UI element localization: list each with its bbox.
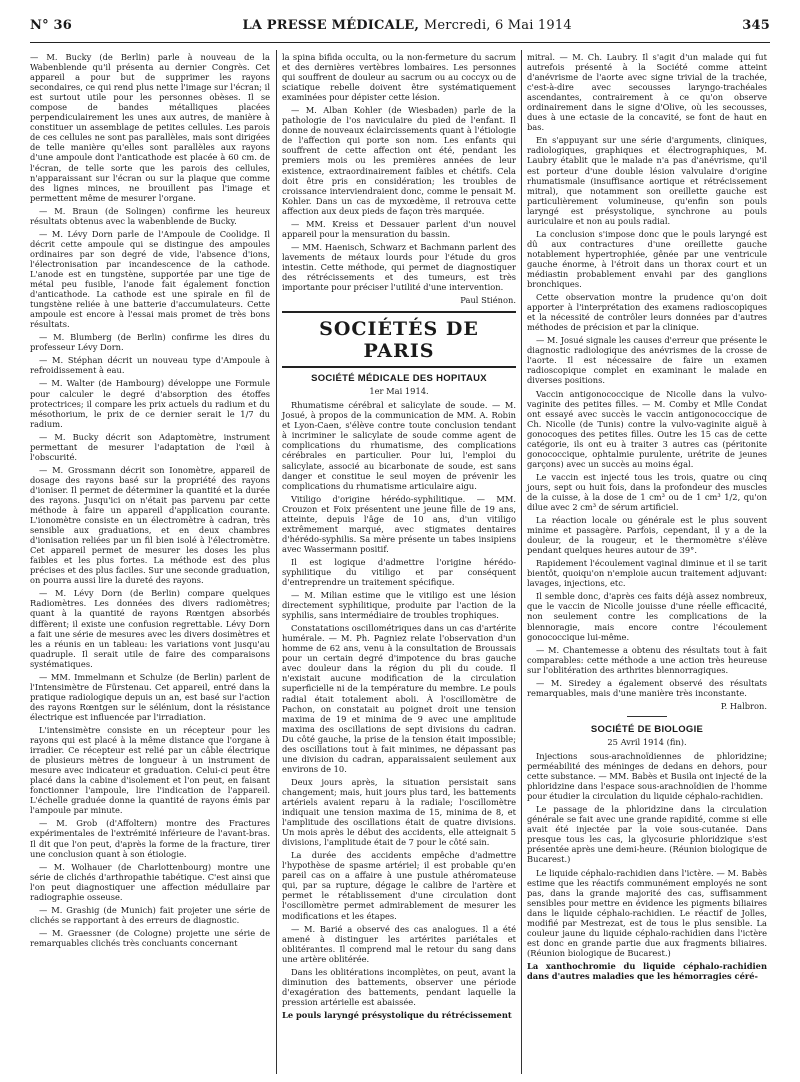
paragraph: L'intensimètre consiste en un récepteur pour les rayons qui est placé à la même distance que l'organe à irradier. Ce récepteur est relié par un câble électrique de plusieurs mètres de longueur à un instrument de mesure avec indicateur et graduation. Celui-ci peut être placé dans la cabine d'isolement et l'on peut, en faisant fonctionner l'ampoule, lire l'indication de l'appareil. L'échelle graduée donne la quantité de rayons émis par l'ampoule par minute. (30, 725, 270, 816)
author-signature: P. Halbron. (720, 700, 767, 711)
paragraph: — M. Lévy Dorn parle de l'Ampoule de Coolidge. Il décrit cette ampoule qui se distingue des ampoules ordinaires par son degré de vide, l'absence d'ions, l'électronisation par incandescence de la cathode. L'anode est en tungstène, supportée par une tige de métal peu fusible, l'anode fait également fonction d'anticathode. La cathode est une spirale en fil de tungstène reliée à une batterie d'accumulateurs. Cette ampoule est encore à l'essai mais promet de très bons résultats. (30, 228, 270, 330)
paragraph: — M. Graessner (de Cologne) projette une série de remarquables clichés très concluants concernant (30, 927, 270, 948)
paragraph: — M. Grob (d'Affoltern) montre des Fractures expérimentales de l'extrémité inférieure de l'avant-bras. Il dit que l'on peut, d'après la forme de la fracture, tirer une conclusion quant à son étiologie. (30, 818, 270, 859)
paragraph: Le passage de la phloridzine dans la circulation générale se fait avec une grande rapidité, comme si elle avait été injectée par la voie sous-cutanée. Dans presque tous les cas, la glycosurie phloridzique s'est présentée après une demi-heure. (Réunion biologique de Bucarest.) (527, 804, 767, 865)
paragraph: — MM. Kreiss et Dessauer parlent d'un nouvel appareil pour la mensuration du bassin. (282, 218, 516, 239)
journal-title (242, 18, 571, 33)
paragraph: Injections sous-arachnoïdiennes de phloridzine; perméabilité des méninges de dedans en dehors, pour cette substance. — MM. Babès et Busila ont injecté de la phloridzine dans l'espace sous-arachnoïdien de l'homme pour étudier la circulation du liquide céphalo-rachidien. (527, 751, 768, 802)
paragraph: Rapidement l'écoulement vaginal diminue et il se tarit bientôt, quoiqu'on n'emploie aucun traitement adjuvant: lavages, injections, etc. (527, 558, 767, 589)
paragraph: — M. Lévy Dorn (de Berlin) compare quelques Radiomètres. Les données des divers radiomètres; quant à la quantité de rayons Rœntgen absorbés diffèrent; il existe une confusion regrettable. Lévy Dorn a fait une série de mesures avec les divers dosimètres et les a réunis en un tableau: les variations vont jusqu'au quadruple. Il serait utile de faire des comparaisons systématiques. (30, 588, 270, 669)
paragraph: — M. Josué signale les causes d'erreur que présente le diagnostic radiologique des anévrismes de la crosse de l'aorte. Il est nécessaire de faire un examen radioscopique complet en examinant le malade en diverses positions. (527, 335, 767, 386)
paragraph: — M. Wolhauer (de Charlottenbourg) montre une série de clichés d'arthropathie tabétique. C'est ainsi que l'on peut diagnostiquer une affection médullaire par radiographie osseuse. (30, 861, 270, 902)
paragraph: mitral. — M. Ch. Laubry. Il s'agit d'un malade qui fut autrefois présenté à la Société comme atteint d'anévrisme de l'aorte avec signe trivial de la trachée, c'est-à-dire avec secousses laryngo-trachéales ascendantes, contrairement à ce qu'on observe ordinairement dans le signe d'Olive, où les secousses, dues à une ectasie de la concavité, se font de haut en bas. (527, 52, 767, 133)
paragraph: — M. Alban Kohler (de Wiesbaden) parle de la pathologie de l'os naviculaire du pied de l'enfant. Il donne de nouveaux éclaircissements quant à l'étiologie de l'affection qui porte son nom. Les enfants qui souffrent de cette affection ont été, pendant les premiers mois ou les premières années de leur existence, extraordinairement faibles et chétifs. Cela doit être pris en considération; les troubles de croissance interviendraient donc, comme le pensait M. Kohler. Dans un cas de myxœdème, il retrouva cette affection aux deux pieds de façon très marquée. (282, 105, 516, 216)
column-divider (521, 50, 522, 1074)
page-header (30, 18, 770, 40)
paragraph: Il est logique d'admettre l'origine hérédo-syphilitique du vitiligo et par conséquent d'entreprendre un traitement spécifique. (282, 556, 516, 588)
paragraph: Constatations oscillométriques dans un cas d'artérite humérale. — M. Ph. Pagniez relate l'observation d'un homme de 62 ans, venu à la consultation de Broussais pour un certain degré d'impotence du bras gauche avec douleur dans la région du pli du coude. Il n'existait aucune modification de la circulation superficielle ni de la température du membre. Le pouls radial était totalement aboli. À l'oscillomètre de Pachon, on constatait au poignet droit une tension maxima de 19 et minima de 9 avec une amplitude maxima des oscillations de sept divisions du cadran. Du côté gauche, la prise de la tension était impossible; des oscillations tout à fait minimes, ne dépassant pas une division du cadran, apparaissaient seulement aux environs de 10. (282, 623, 516, 774)
page-number: 345 (742, 18, 770, 33)
section-banner: SOCIÉTÉS DE PARIS (282, 311, 516, 368)
session-date: 1er Mai 1914. (369, 386, 429, 397)
paragraph: Vitiligo d'origine hérédo-syphilitique. — MM. Crouzon et Foix présentent une jeune fille de 19 ans, atteinte, depuis l'âge de 10 ans, d'un vitiligo extrêmement marqué, avec stigmates dentaires d'hérédo-syphilis. Sa mère présente un tabes insipiens avec Wassermann positif. (282, 493, 516, 554)
paragraph: — M. Walter (de Hambourg) développe une Formule pour calculer le degré d'absorption des étoffes protectrices; il compare les prix actuels du radium et du mésothorium, le prix de ce dernier serait le 1/7 du radium. (30, 378, 270, 429)
column-2 (282, 52, 516, 1022)
column-divider (276, 50, 277, 1074)
society-title: SOCIÉTÉ MÉDICALE DES HOPITAUX (311, 373, 487, 385)
paragraph: — M. Bucky (de Berlin) parle à nouveau de la Wabenblende qu'il présenta au dernier Congrès. Cet appareil a pour but de supprimer les rayons secondaires, ce qui rend plus nette l'image sur l'écran; il est surtout utile pour les personnes obèses. Il se compose de bandes métalliques placées perpendiculairement les unes aux autres, de manière à constituer un assemblage de petites cellules. Les parois de ces cellules ne sont pas parallèles, mais sont dirigées de telle manière qu'elles sont parallèles aux rayons d'une ampoule dont l'anticathode est placée à 60 cm. de l'écran, de telle sorte que les parois des cellules, n'apparaissant sur l'écran ou sur la plaque que comme des lignes minces, ne brouillent pas l'image et permettent même de mesurer l'organe. (30, 52, 270, 203)
issue-number: N° 36 (30, 18, 72, 33)
author-signature: Paul Stiénon. (460, 295, 516, 306)
paragraph: Rhumatisme cérébral et salicylate de soude. — M. Josué, à propos de la communication de MM. A. Robin et Lyon-Caen, s'élève contre toute conclusion tendant à incriminer le salicylate de soude comme agent de complications du rhumatisme, des complications cérébrales en particulier. Pour lui, l'emploi du salicylate, associé au bicarbonate de soude, est sans danger et constitue le seul moyen de prévenir les complications du rhumatisme articulaire aigu. (282, 400, 516, 491)
paragraph: — M. Grossmann décrit son Ionomètre, appareil de dosage des rayons basé sur la propriété des rayons d'ioniser. Il permet de déterminer la quantité et la durée des rayons. Jusqu'ici on n'était pas parvenu par cette méthode à faire un appareil d'application courante. L'ionomètre consiste en un électromètre à cadran, très sensible aux graduations, et en deux chambres d'ionisation reliées par un fil bien isolé à l'électromètre. Cet appareil permet de mesurer les doses les plus faibles et les plus fortes. La méthode est des plus précises et des plus faciles. Sur une seconde graduation, on pourra aussi lire la dureté des rayons. (30, 464, 270, 586)
paragraph: — M. Barié a observé des cas analogues. Il a été amené à distinguer les artérites pariétales et oblitérantes. Il comprend mal le retour du sang dans une artère oblitérée. (282, 923, 516, 964)
paragraph: Vaccin antigonococcique de Nicolle dans la vulvo-vaginite des petites filles. — M. Comby et Mlle Condat ont essayé avec succès le vaccin antigonococcique de Ch. Nicolle (de Tunis) contre la vulvo-vaginite aiguë à gonocoques des petites filles. Outre les 15 cas de cette catégorie, ils ont eu à traiter 3 autres cas (péritonite gonococcique, ophtalmie purulente, urétrite de jeunes garçons) avec un succès au moins égal. (527, 388, 767, 469)
column-3 (527, 52, 767, 983)
paragraph: — M. Stéphan décrit un nouveau type d'Ampoule à refroidissement à eau. (30, 355, 270, 376)
paragraph: La réaction locale ou générale est le plus souvent minime et passagère. Parfois, cependant, il y a de la douleur, de la rougeur, et le thermomètre s'élève pendant quelques heures autour de 39°. (527, 515, 767, 556)
paragraph: La conclusion s'impose donc que le pouls laryngé est dû aux contractures d'une oreillette gauche notablement hypertrophiée, gênée par une ventricule gauche énorme, à l'étroit dans un thorax court et un médiastin probablement envahi par des ganglions bronchiques. (527, 228, 767, 290)
paragraph: — M. Grashig (de Munich) fait projeter une série de clichés se rapportant à des erreurs de diagnostic. (30, 904, 270, 925)
paragraph: Le vaccin est injecté tous les trois, quatre ou cinq jours, sept ou huit fois, dans la profondeur des muscles de la cuisse, à la dose de 1 cm³ ou de 1 cm³ 1/2, qu'on dilue avec 2 cm³ de sérum artificiel. (527, 471, 767, 513)
society-title: SOCIÉTÉ DE BIOLOGIE (590, 723, 704, 735)
paragraph: — M. Milian estime que le vitiligo est une lésion directement syphilitique, produite par l'action de la syphilis, sans intermédiaire de troubles trophiques. (282, 590, 516, 621)
paragraph: La durée des accidents empêche d'admettre l'hypothèse de spasme artériel; il est probable qu'en pareil cas on a affaire à une pustule athéromateuse qui, par sa rupture, dégage le calibre de l'artère et permet le rétablissement d'une circulation dont l'oscillomètre permet admirablement de mesurer les modifications et les étapes. (282, 850, 516, 921)
header-rule (30, 42, 770, 43)
paragraph: — M. Braun (de Solingen) confirme les heureux résultats obtenus avec la wabenblende de Bucky. (30, 205, 270, 226)
paragraph: — M. Blumberg (de Berlin) confirme les dires du professeur Lévy Dorn. (30, 332, 270, 353)
paragraph: — MM. Haenisch, Schwarz et Bachmann parlent des lavements de métaux lourds pour l'étude du gros intestin. Cette méthode, qui permet de diagnostiquer des rétrécissements et des tumeurs, est très importante pour préciser l'utilité d'une intervention. (282, 241, 516, 293)
paragraph: — MM. Immelmann et Schulze (de Berlin) parlent de l'Intensimètre de Fürstenau. Cet appareil, entré dans la pratique radiologique depuis un an, est basé sur l'action des rayons Rœntgen sur le sélénium, dont la résistance électrique est influencée par l'irradiation. (30, 671, 270, 722)
paragraph: La xanthochromie du liquide céphalo-rachidien dans d'autres maladies que les hémorragies céré- (527, 960, 767, 981)
paragraph: — M. Chantemesse a obtenu des résultats tout à fait comparables: cette méthode a une action très heureuse sur l'oblitération des arthrites blennorragiques. (527, 644, 767, 675)
issue-date: Mercredi, 6 Mai 1914 (423, 18, 572, 33)
paragraph: — M. Bucky décrit son Adaptomètre, instrument permettant de mesurer l'adaptation de l'œil à l'obscurité. (30, 431, 270, 462)
column-1 (30, 52, 270, 951)
paragraph: la spina bifida occulta, ou la non-fermeture du sacrum et des dernières vertèbres lombaires. Les personnes qui souffrent de douleur au sacrum ou au coccyx ou de sciatique rebelle doivent être systématiquement examinées pour dépister cette lésion. (282, 52, 516, 103)
paragraph: Deux jours après, la situation persistait sans changement; mais, huit jours plus tard, les battements artériels avaient reparu à la radiale; l'oscillomètre indiquait une tension maxima de 15, minima de 8, et l'amplitude des oscillations était de quatre divisions. Un mois après le début des accidents, elle atteignait 5 divisions, l'amplitude était de 7 pour le côté sain. (282, 776, 516, 848)
journal-name: LA PRESSE MÉDICALE, (242, 18, 420, 33)
paragraph: Cette observation montre la prudence qu'on doit apporter à l'interprétation des examens radioscopiques et la nécessité de contrôler leurs données par d'autres méthodes de précision et par la clinique. (527, 292, 767, 333)
paragraph: Le pouls laryngé présystolique du rétrécissement (282, 1009, 512, 1020)
paragraph: — M. Siredey a également observé des résultats remarquables, mais d'une manière très inconstante. (527, 677, 767, 698)
session-date: 25 Avril 1914 (fin). (607, 736, 687, 747)
section-rule (627, 716, 667, 717)
paragraph: Il semble donc, d'après ces faits déjà assez nombreux, que le vaccin de Nicolle jouisse d'une réelle efficacité, non seulement contre les complications de la blennoragie, mais encore contre l'écoulement gonococcique lui-même. (527, 591, 767, 642)
paragraph: Le liquide céphalo-rachidien dans l'ictère. — M. Babès estime que les réactifs communément employés ne sont pas, dans la grande majorité des cas, suffisamment sensibles pour mettre en évidence les pigments biliaires dans le liquide céphalo-rachidien. Le réactif de Jolles, modifié par Mestrezat, est de tous le plus sensible. La couleur jaune du liquide céphalo-rachidien dans l'ictère est donc en grande partie due aux fragments biliaires. (Réunion biologique de Bucarest.) (527, 867, 767, 958)
paragraph: Dans les oblitérations incomplètes, on peut, avant la diminution des battements, observer une période d'exagération des battements, pendant laquelle la pression artérielle est abaissée. (282, 966, 516, 1007)
paragraph: En s'appuyant sur une série d'arguments, cliniques, radiologiques, graphiques et électrographiques, M. Laubry établit que le malade n'a pas d'anévrisme, qu'il est porteur d'une double lésion valvulaire d'origine rhumatismale (insuffisance aortique et rétrécissement mitral), que notamment son oreillette gauche est particulièrement volumineuse, qu'enfin son pouls laryngé est présystolique, synchrone au pouls auriculaire et non au pouls radial. (527, 135, 767, 226)
